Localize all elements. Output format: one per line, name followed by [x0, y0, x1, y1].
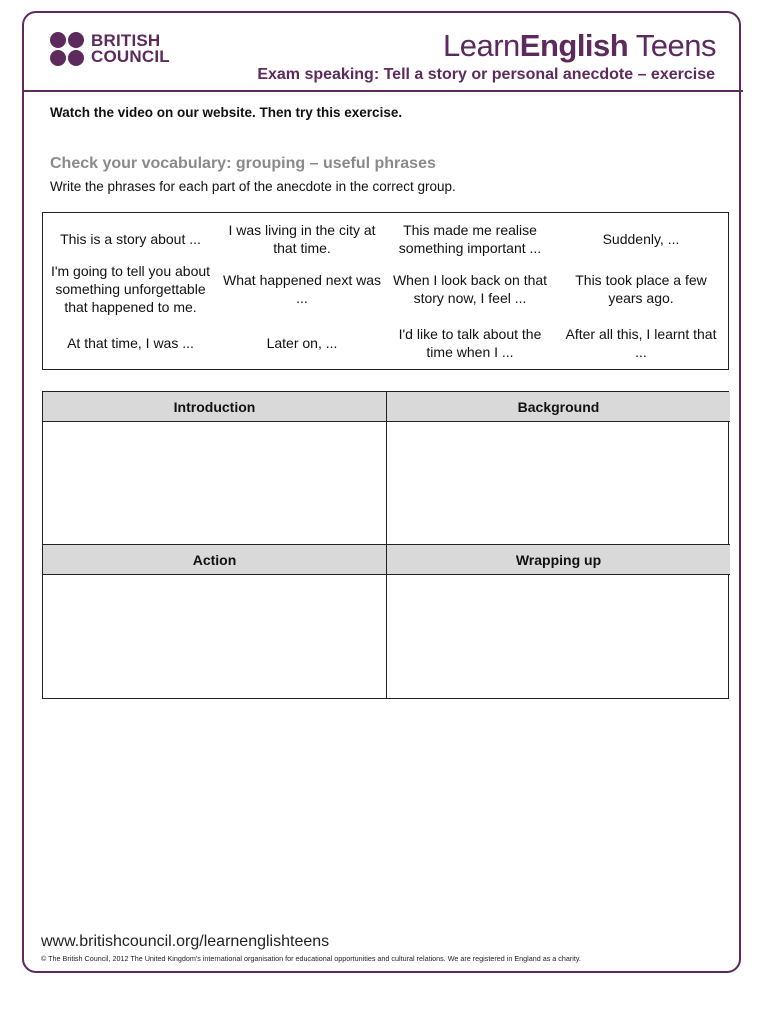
phrase-item: I'd like to talk about the time when I ...: [398, 325, 542, 360]
action-header: Action: [43, 545, 387, 575]
phrase-item: What happened next was ...: [223, 272, 381, 306]
phrase-item: This took place a few years ago.: [575, 272, 707, 306]
footer-copyright: © The British Council, 2012 The United Kingdom's international organisation for educational opportunities and cultural relations. We are registered in England as a charity.: [41, 954, 581, 963]
british-council-dots-icon: [50, 32, 85, 67]
header-divider: [22, 90, 743, 92]
wrapping-up-answer-area[interactable]: [387, 575, 730, 699]
phrase-item: Later on, ...: [266, 334, 338, 351]
wrapping-up-header: Wrapping up: [387, 545, 730, 575]
background-header: Background: [387, 392, 730, 422]
background-answer-area[interactable]: [387, 422, 730, 545]
phrase-item: After all this, I learnt that ...: [565, 325, 717, 360]
learnenglish-teens-logo: LearnEnglish Teens: [442, 28, 716, 63]
action-answer-area[interactable]: [43, 575, 387, 699]
footer-url[interactable]: www.britishcouncil.org/learnenglishteens: [41, 933, 330, 950]
phrase-item: Suddenly, ...: [602, 230, 680, 247]
sheet-title: Exam speaking: Tell a story or personal anecdote – exercise: [257, 66, 715, 83]
british-council-wordmark: BRITISH COUNCIL: [91, 31, 170, 66]
introduction-answer-area[interactable]: [43, 422, 387, 545]
vocab-heading: Check your vocabulary: grouping – useful phrases: [50, 155, 436, 172]
phrase-item: This made me realise something important ...: [398, 221, 542, 256]
phrase-item: I'm going to tell you about something unforgettable that happened to me.: [50, 263, 211, 315]
grouping-table: [42, 391, 729, 699]
british-council-logo: [50, 31, 170, 67]
phrase-item: I was living in the city at that time.: [228, 221, 376, 256]
phrase-item: At that time, I was ...: [67, 334, 194, 351]
phrase-item: This is a story about ...: [60, 230, 201, 247]
instruction-text: Watch the video on our website. Then try this exercise.: [50, 105, 403, 120]
introduction-header: Introduction: [43, 392, 387, 422]
phrase-item: When I look back on that story now, I feel ...: [392, 272, 548, 306]
vocab-instructions: Write the phrases for each part of the anecdote in the correct group.: [50, 179, 456, 194]
phrase-bank: [42, 212, 729, 370]
